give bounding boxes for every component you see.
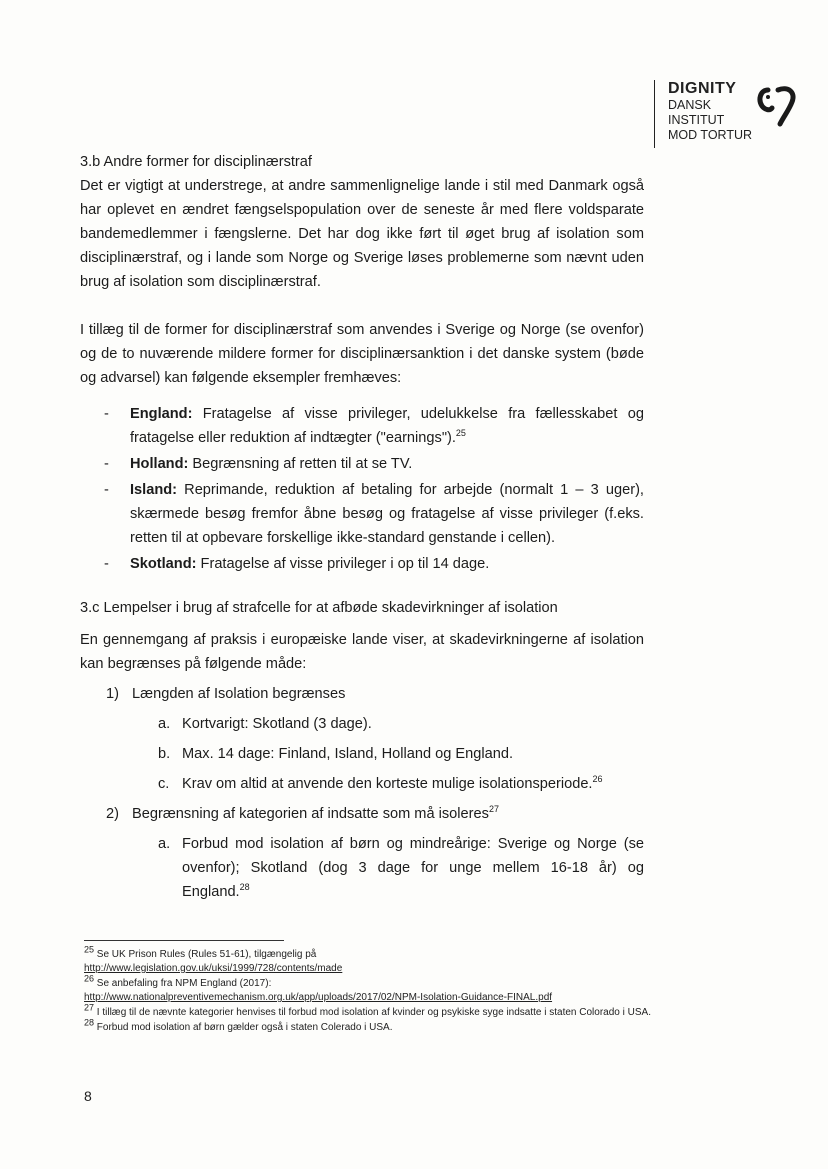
footnotes [84, 944, 664, 1036]
footnote: $^{26}$ Se anbefaling fra NPM England (2017): http://www.nationalpreventivemechanism.org.uk/app/uploads/2017/02/NPM-Isolation-Guidance-FINAL.pdf [84, 973, 553, 1003]
dignity-heart-icon [754, 80, 798, 128]
list-item: - England: Fratagelse af visse privileger, udelukkelse fra fællesskabet og fratagelse eller reduktion af indtægter ("earnings").$^{25}$ [104, 406, 644, 446]
footnote-link[interactable]: http://www.legislation.gov.uk/uksi/1999/728/contents/made [84, 963, 343, 974]
section-3b-title: 3.b Andre former for disciplinærstraf [80, 154, 312, 170]
list-item: - Holland: Begrænsning af retten til at se TV. [104, 456, 413, 472]
sub-list [132, 832, 644, 904]
footnote: $^{25}$ Se UK Prison Rules (Rules 51-61), tilgængelig på http://www.legislation.gov.uk/uksi/1999/728/contents/made [84, 944, 343, 974]
page-number: 8 [84, 1088, 92, 1104]
logo-text [668, 80, 752, 143]
country-text: Fratagelse af visse privileger, udelukkelse fra fællesskabet og fratagelse eller reduktion af indtægter ("earnings"). [130, 406, 644, 446]
logo-line-2: INSTITUT [668, 113, 725, 127]
logo-line-1: DANSK [668, 98, 712, 112]
country-text: Begrænsning af retten til at se TV. [188, 456, 413, 472]
dignity-logo [654, 80, 804, 150]
sub-list-item: a. Forbud mod isolation af børn og mindreårige: Sverige og Norge (se ovenfor); Skotland (dog 3 dage for unge mellem 16-18 år) og England.$^{28}$ [158, 836, 644, 900]
section-3b-paragraph-1: Det er vigtigt at understrege, at andre sammenlignelige lande i stil med Danmark også har oplevet en ændret fængselspopulation over de seneste år med flere voldsparate bandemedlemmer i fængslerne. Det har dog ikke ført til øget brug af isolation som disciplinærstraf, og i lande som Norge og Sverige løses problemerne som nævnt uden brug af isolation som disciplinærstraf. [80, 178, 644, 290]
footnote-ref: 25 [455, 428, 466, 439]
list-item-text: Begrænsning af kategorien af indsatte som må isoleres [132, 806, 489, 822]
section-3c-paragraph: En gennemgang af praksis i europæiske lande viser, at skadevirkningerne af isolation kan begrænses på følgende måde: [80, 632, 644, 672]
country-label: Island: [130, 482, 178, 498]
section-3b-paragraph-2: I tillæg til de former for disciplinærstraf som anvendes i Sverige og Norge (se ovenfor) og de to nuværende mildere former for disciplinærsanktion i det danske system (bøde og advarsel) kan følgende eksempler fremhæves: [80, 322, 644, 386]
sub-list-item: c. Krav om altid at anvende den korteste mulige isolationsperiode.$^{26}$ [158, 774, 603, 792]
footnote-link[interactable]: http://www.nationalpreventivemechanism.org.uk/app/uploads/2017/02/NPM-Isolation-Guidance-FINAL.pdf [84, 992, 553, 1003]
country-label: Skotland: [130, 556, 197, 572]
footnote-divider [84, 940, 284, 941]
list-item: - Island: Reprimande, reduktion af betaling for arbejde (normalt 1 – 3 uger), skærmede besøg fremfor åbne besøg og fratagelse af visse privileger (f.eks. retten til at opbevare forskellige ikke-standard genstande i cellen). [104, 482, 644, 546]
country-label: Holland: [130, 456, 189, 472]
footnote-ref: 27 [488, 804, 499, 815]
country-examples-list [80, 402, 644, 576]
country-label: England: [130, 406, 193, 422]
logo-divider [654, 80, 655, 148]
list-item: 2) Begrænsning af kategorien af indsatte som må isoleres$^{27}$ a. Forbud mod isolation af børn og mindreårige: Sverige og Norge (se ovenfor); Skotland (dog 3 dage for unge mellem 16-18 år) og England.$^{28}$ [80, 802, 644, 904]
logo-line-3: MOD TORTUR [668, 128, 753, 142]
footnote-ref: 26 [592, 774, 603, 785]
footnote: $^{28}$ Forbud mod isolation af børn gælder også i staten Colerado i USA. [84, 1017, 393, 1033]
country-text: Fratagelse af visse privileger i op til 14 dage. [196, 556, 490, 572]
sub-list [132, 712, 644, 796]
sub-list-item: a. Kortvarigt: Skotland (3 dage). [158, 716, 372, 732]
logo-title: DIGNITY [668, 80, 737, 97]
mitigation-list [80, 682, 644, 904]
footnote-ref: 28 [239, 882, 250, 893]
list-item: - Skotland: Fratagelse af visse privileger i op til 14 dage. [104, 556, 490, 572]
sub-list-item: b. Max. 14 dage: Finland, Island, Holland og England. [158, 746, 514, 762]
list-item: 1) Længden af Isolation begrænses a. Kortvarigt: Skotland (3 dage). b. Max. 14 dage: Finland, Island, Holland og England. c. Krav om altid at anvende den korteste mulige isolationsperiode.$^{26}$ [80, 682, 644, 796]
footnote: $^{27}$ I tillæg til de nævnte kategorier henvises til forbud mod isolation af kvinder og psykiske syge indsatte i staten Colorado i USA. [84, 1002, 651, 1018]
list-item-text: Længden af Isolation begrænses [132, 686, 346, 702]
country-text: Reprimande, reduktion af betaling for arbejde (normalt 1 – 3 uger), skærmede besøg fremfor åbne besøg og fratagelse af visse privileger (f.eks. retten til at opbevare forskellige ikke-standard genstande i cellen). [130, 482, 644, 546]
document-body [80, 150, 644, 910]
section-3c-title: 3.c Lempelser i brug af strafcelle for at afbøde skadevirkninger af isolation [80, 600, 558, 616]
